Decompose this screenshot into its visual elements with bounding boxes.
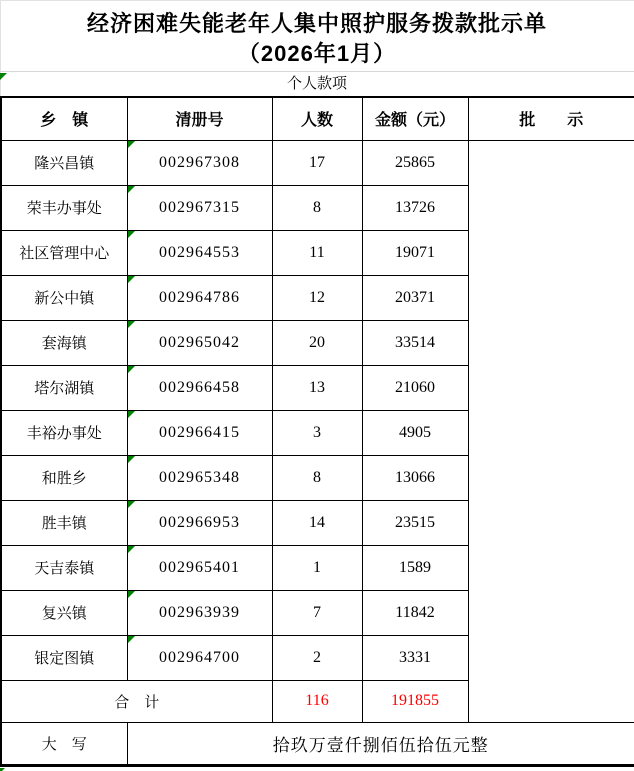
error-indicator-icon bbox=[0, 768, 5, 771]
table-row bbox=[1, 140, 634, 185]
allocation-table bbox=[0, 96, 634, 767]
list-no-value: 002963939 bbox=[159, 603, 240, 621]
amount-cell: 23515 bbox=[362, 500, 468, 545]
town-cell: 塔尔湖镇 bbox=[1, 365, 127, 410]
amount-cell: 21060 bbox=[362, 365, 468, 410]
count-cell: 20 bbox=[272, 320, 362, 365]
header-row bbox=[1, 97, 634, 140]
count-cell: 7 bbox=[272, 590, 362, 635]
count-cell: 12 bbox=[272, 275, 362, 320]
count-cell: 14 bbox=[272, 500, 362, 545]
town-cell: 胜丰镇 bbox=[1, 500, 127, 545]
section-header-label: 个人款项 bbox=[286, 75, 347, 92]
count-cell: 17 bbox=[272, 140, 362, 185]
error-indicator-icon bbox=[128, 141, 135, 148]
error-indicator-icon bbox=[128, 186, 135, 193]
table-body bbox=[1, 140, 634, 765]
form-title-period: （2026年1月） bbox=[237, 41, 397, 66]
town-cell: 荣丰办事处 bbox=[1, 185, 127, 230]
error-indicator-icon bbox=[128, 321, 135, 328]
list-no-value: 002967315 bbox=[159, 198, 240, 216]
amount-words-label-cell: 大 写 bbox=[1, 722, 127, 765]
amount-cell: 13066 bbox=[362, 455, 468, 500]
total-label-cell: 合 计 bbox=[1, 680, 272, 722]
town-cell: 银定图镇 bbox=[1, 635, 127, 680]
col-header-count: 人数 bbox=[272, 97, 362, 140]
town-cell: 新公中镇 bbox=[1, 275, 127, 320]
list-no-value: 002967308 bbox=[159, 153, 240, 171]
town-cell: 套海镇 bbox=[1, 320, 127, 365]
amount-words-value-cell: 拾玖万壹仟捌佰伍拾伍元整 bbox=[127, 722, 634, 765]
amount-cell: 13726 bbox=[362, 185, 468, 230]
amount-cell: 3331 bbox=[362, 635, 468, 680]
form-title: 经济困难失能老年人集中照护服务拨款批示单 bbox=[86, 11, 547, 36]
town-cell: 社区管理中心 bbox=[1, 230, 127, 275]
error-indicator-icon bbox=[128, 636, 135, 643]
list-no-cell bbox=[127, 140, 272, 185]
col-header-town: 乡 镇 bbox=[1, 97, 127, 140]
list-no-cell bbox=[127, 455, 272, 500]
list-no-value: 002966415 bbox=[159, 423, 240, 441]
error-indicator-icon bbox=[128, 501, 135, 508]
section-header-row bbox=[0, 71, 634, 96]
total-count-cell: 116 bbox=[272, 680, 362, 722]
list-no-value: 002964553 bbox=[159, 243, 240, 261]
amount-cell: 1589 bbox=[362, 545, 468, 590]
gridline-top bbox=[0, 0, 634, 1]
count-cell: 3 bbox=[272, 410, 362, 455]
list-no-value: 002966458 bbox=[159, 378, 240, 396]
col-header-list-no: 清册号 bbox=[127, 97, 272, 140]
error-indicator-icon bbox=[128, 456, 135, 463]
col-header-remark: 批 示 bbox=[468, 97, 634, 140]
amount-cell: 4905 bbox=[362, 410, 468, 455]
remark-cell bbox=[468, 140, 634, 722]
error-indicator-icon bbox=[0, 73, 7, 80]
error-indicator-icon bbox=[128, 411, 135, 418]
error-indicator-icon bbox=[128, 591, 135, 598]
amount-cell: 19071 bbox=[362, 230, 468, 275]
list-no-value: 002965348 bbox=[159, 468, 240, 486]
error-indicator-icon bbox=[128, 276, 135, 283]
error-indicator-icon bbox=[128, 231, 135, 238]
list-no-cell bbox=[127, 230, 272, 275]
total-amount-cell: 191855 bbox=[362, 680, 468, 722]
count-cell: 2 bbox=[272, 635, 362, 680]
amount-cell: 11842 bbox=[362, 590, 468, 635]
list-no-value: 002966953 bbox=[159, 513, 240, 531]
count-cell: 11 bbox=[272, 230, 362, 275]
list-no-cell bbox=[127, 500, 272, 545]
list-no-cell bbox=[127, 185, 272, 230]
list-no-cell bbox=[127, 320, 272, 365]
town-cell: 和胜乡 bbox=[1, 455, 127, 500]
list-no-cell bbox=[127, 545, 272, 590]
title-area bbox=[0, 0, 634, 68]
town-cell: 丰裕办事处 bbox=[1, 410, 127, 455]
error-indicator-icon bbox=[128, 546, 135, 553]
list-no-value: 002964700 bbox=[159, 648, 240, 666]
count-cell: 1 bbox=[272, 545, 362, 590]
count-cell: 13 bbox=[272, 365, 362, 410]
list-no-cell bbox=[127, 590, 272, 635]
amount-in-words-row bbox=[1, 722, 634, 765]
error-indicator-icon bbox=[128, 366, 135, 373]
list-no-cell bbox=[127, 410, 272, 455]
list-no-cell bbox=[127, 365, 272, 410]
list-no-cell bbox=[127, 275, 272, 320]
amount-cell: 33514 bbox=[362, 320, 468, 365]
town-cell: 隆兴昌镇 bbox=[1, 140, 127, 185]
count-cell: 8 bbox=[272, 455, 362, 500]
list-no-value: 002965042 bbox=[159, 333, 240, 351]
list-no-value: 002964786 bbox=[159, 288, 240, 306]
col-header-amount: 金额（元） bbox=[362, 97, 468, 140]
amount-cell: 20371 bbox=[362, 275, 468, 320]
list-no-value: 002965401 bbox=[159, 558, 240, 576]
amount-cell: 25865 bbox=[362, 140, 468, 185]
bottom-strip bbox=[0, 767, 634, 771]
count-cell: 8 bbox=[272, 185, 362, 230]
list-no-cell bbox=[127, 635, 272, 680]
town-cell: 复兴镇 bbox=[1, 590, 127, 635]
town-cell: 天吉泰镇 bbox=[1, 545, 127, 590]
